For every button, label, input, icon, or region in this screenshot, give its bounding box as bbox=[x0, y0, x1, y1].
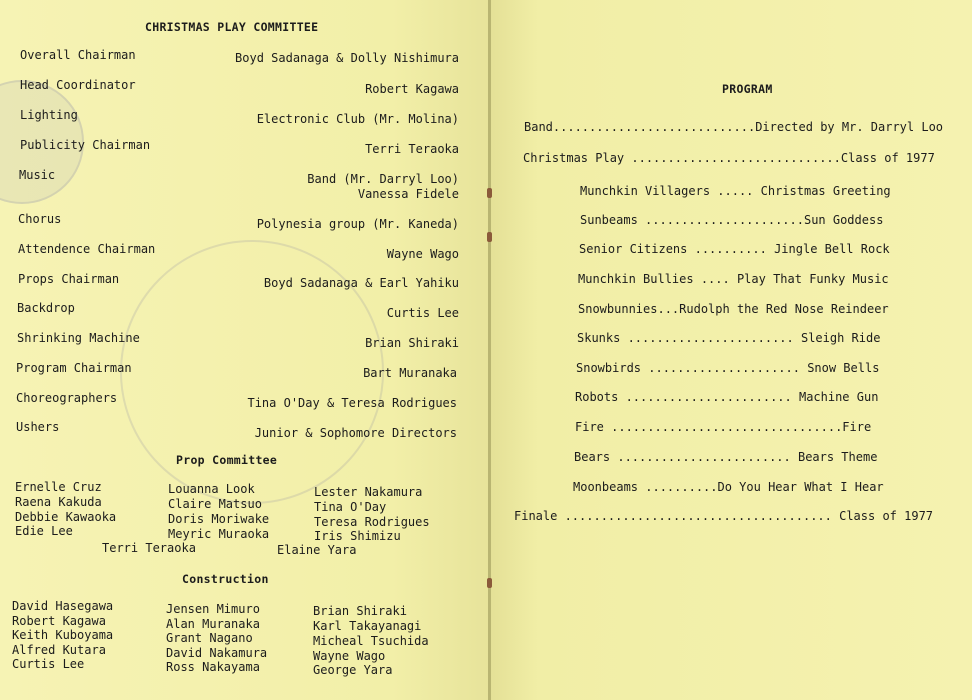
role-label: Attendence Chairman bbox=[18, 242, 156, 256]
prop-member: Raena Kakuda bbox=[15, 495, 102, 509]
role-label: Lighting bbox=[20, 108, 78, 122]
program-item: Christmas Play .............................Class of 1977 bbox=[523, 151, 935, 165]
construction-member: David Hasegawa bbox=[12, 599, 114, 613]
prop-member: Edie Lee bbox=[15, 524, 73, 538]
program-item: Moonbeams ..........Do You Hear What I Hear bbox=[573, 480, 884, 494]
role-label: Choreographers bbox=[16, 391, 118, 405]
role-name: Terri Teraoka bbox=[365, 142, 459, 156]
staple-bottom bbox=[487, 578, 492, 588]
committee-title: CHRISTMAS PLAY COMMITTEE bbox=[145, 20, 319, 34]
program-item: Senior Citizens .......... Jingle Bell Rock bbox=[579, 242, 890, 256]
program-item: Band............................Directed by Mr. Darryl Loo bbox=[524, 120, 944, 134]
role-name: Band (Mr. Darryl Loo) bbox=[307, 172, 459, 186]
prop-member: Debbie Kawaoka bbox=[15, 510, 117, 524]
prop-member: Teresa Rodrigues bbox=[314, 515, 430, 529]
role-name: Boyd Sadanaga & Dolly Nishimura bbox=[235, 51, 459, 65]
prop-member: Meyric Muraoka bbox=[168, 527, 270, 541]
prop-member: Iris Shimizu bbox=[314, 529, 401, 543]
program-item: Sunbeams ......................Sun Goddess bbox=[580, 213, 884, 227]
construction-member: Micheal Tsuchida bbox=[313, 634, 429, 648]
program-item: Robots ....................... Machine Gun bbox=[575, 390, 879, 404]
role-label: Backdrop bbox=[17, 301, 75, 315]
role-name: Tina O'Day & Teresa Rodrigues bbox=[247, 396, 457, 410]
program-item: Fire ................................Fire bbox=[575, 420, 872, 434]
role-label: Music bbox=[19, 168, 56, 182]
role-name: Brian Shiraki bbox=[365, 336, 459, 350]
staple-top bbox=[487, 188, 492, 198]
construction-member: Robert Kagawa bbox=[12, 614, 106, 628]
program-item: Bears ........................ Bears Theme bbox=[574, 450, 878, 464]
prop-member: Ernelle Cruz bbox=[15, 480, 102, 494]
role-label: Head Coordinator bbox=[20, 78, 136, 92]
role-label: Props Chairman bbox=[18, 272, 120, 286]
program-item: Munchkin Villagers ..... Christmas Greeting bbox=[580, 184, 891, 198]
prop-member: Tina O'Day bbox=[314, 500, 387, 514]
prop-member: Elaine Yara bbox=[277, 543, 357, 557]
staple-mid bbox=[487, 232, 492, 242]
program-item: Snowbirds ..................... Snow Bells bbox=[576, 361, 880, 375]
construction-title: Construction bbox=[182, 572, 269, 586]
role-name-line2: Vanessa Fidele bbox=[357, 187, 459, 201]
right-page bbox=[490, 0, 972, 700]
construction-member: George Yara bbox=[313, 663, 393, 677]
role-label: Ushers bbox=[16, 420, 60, 434]
prop-member: Terri Teraoka bbox=[102, 541, 196, 555]
construction-member: Jensen Mimuro bbox=[166, 602, 260, 616]
page-fold bbox=[488, 0, 491, 700]
role-name: Wayne Wago bbox=[386, 247, 459, 261]
program-item: Finale ..................................... Class of 1977 bbox=[514, 509, 934, 523]
prop-member: Lester Nakamura bbox=[314, 485, 423, 499]
role-label: Chorus bbox=[18, 212, 62, 226]
prop-member: Claire Matsuo bbox=[168, 497, 262, 511]
prop-committee-title: Prop Committee bbox=[176, 453, 278, 467]
construction-member: Brian Shiraki bbox=[313, 604, 407, 618]
program-title: PROGRAM bbox=[722, 82, 773, 96]
role-name: Boyd Sadanaga & Earl Yahiku bbox=[263, 276, 459, 290]
construction-member: Ross Nakayama bbox=[166, 660, 260, 674]
role-name: Curtis Lee bbox=[386, 306, 459, 320]
construction-member: Grant Nagano bbox=[166, 631, 253, 645]
role-name: Junior & Sophomore Directors bbox=[254, 426, 457, 440]
program-item: Skunks ....................... Sleigh Ride bbox=[577, 331, 881, 345]
construction-member: Alfred Kutara bbox=[12, 643, 106, 657]
role-label: Publicity Chairman bbox=[20, 138, 151, 152]
program-item: Munchkin Bullies .... Play That Funky Music bbox=[578, 272, 889, 286]
construction-member: Karl Takayanagi bbox=[313, 619, 422, 633]
construction-member: Wayne Wago bbox=[313, 649, 386, 663]
construction-member: Alan Muranaka bbox=[166, 617, 260, 631]
role-label: Shrinking Machine bbox=[17, 331, 140, 345]
construction-member: Curtis Lee bbox=[12, 657, 85, 671]
role-label: Overall Chairman bbox=[20, 48, 136, 62]
program-item: Snowbunnies...Rudolph the Red Nose Reindeer bbox=[578, 302, 889, 316]
prop-member: Louanna Look bbox=[168, 482, 255, 496]
prop-member: Doris Moriwake bbox=[168, 512, 270, 526]
construction-member: Keith Kuboyama bbox=[12, 628, 114, 642]
role-name: Bart Muranaka bbox=[363, 366, 457, 380]
role-name: Electronic Club (Mr. Molina) bbox=[256, 112, 459, 126]
construction-member: David Nakamura bbox=[166, 646, 268, 660]
role-name: Polynesia group (Mr. Kaneda) bbox=[256, 217, 459, 231]
role-name: Robert Kagawa bbox=[365, 82, 459, 96]
role-label: Program Chairman bbox=[16, 361, 132, 375]
